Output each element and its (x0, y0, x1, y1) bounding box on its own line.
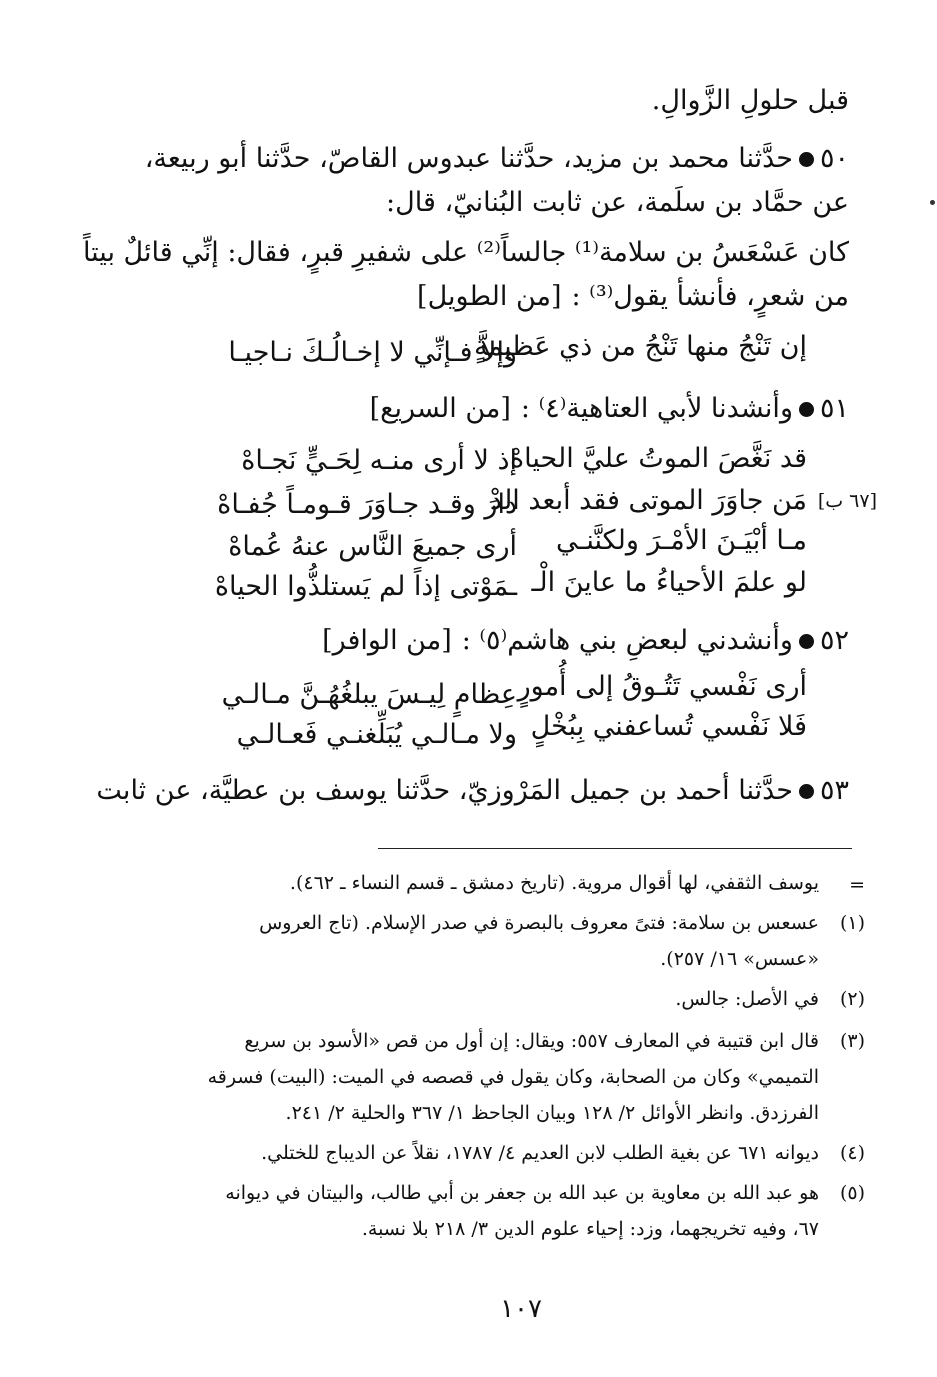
bullet-icon (799, 152, 814, 167)
footnote-number: (٤) (839, 1142, 865, 1164)
verse-hemistich-left: ولا مـالـي يُبَلِّغنـي فَعـالـي (236, 719, 517, 750)
text-line: حدَّثنا محمد بن مزيد، حدَّثنا عبدوس القاصّ، حدَّثنا أبو ربيعة، (144, 143, 793, 174)
footnote-line: يوسف الثقفي، لها أقوال مروية. (تاريخ دمشق ـ قسم النساء ـ ٤٦٢). (289, 872, 819, 894)
text-line: وأنشدني لبعضِ بني هاشم⁽٥⁾ : (461, 625, 793, 656)
footnote-line: ديوانه ٦٧١ عن بغية الطلب لابن العديم ٤/ ١٧٨٧، نقلاً عن الديباج للختلي. (261, 1142, 819, 1164)
footnote-line: في الأصل: جالس. (675, 988, 819, 1010)
text-line: قبل حلولِ الزَّوالِ. (651, 85, 849, 116)
verse-hemistich-left: وإلاَّ فـإنِّي لا إخـالُـكَ نـاجيـا (228, 337, 517, 368)
verse-hemistich-right: لو علمَ الأحياءُ ما عاينَ الْـ (531, 567, 807, 598)
paragraph-50-line-1 (145, 142, 849, 176)
paragraph-number: ٥٠ (819, 143, 849, 174)
verse-hemistich-right: قد نَغَّصَ الموتُ عليَّ الحياهْ (510, 443, 807, 474)
verse-hemistich-left: أرى جميعَ النَّاس عنهُ عُماهْ (228, 531, 517, 562)
footnote-number: (٢) (839, 988, 865, 1010)
text-line: حدَّثنا أحمد بن جميل المَرْوزيّ، حدَّثنا يوسف بن عطيَّة، عن ثابت (96, 775, 793, 806)
footnote-number: (٥) (839, 1182, 865, 1204)
footnote-line: هو عبد الله بن معاوية بن عبد الله بن جعفر بن أبي طالب، والبيتان في ديوانه (225, 1182, 819, 1204)
meter-label: [من الطويل] (417, 281, 562, 312)
meter-label: [من السريع] (369, 393, 511, 424)
footnote-number: (١) (839, 912, 865, 934)
paragraph-number: ٥١ (819, 393, 849, 424)
footnote-number: (٣) (839, 1030, 865, 1052)
footnote-line: «عسس» ١٦/ ٢٥٧). (660, 948, 819, 970)
verse-hemistich-left: إذ لا أرى منـه لِحَـيٍّ نَجـاهْ (241, 445, 517, 476)
footnote-line: قال ابن قتيبة في المعارف ٥٥٧: ويقال: إن أول من قص «الأسود بن سريع (244, 1030, 819, 1052)
meter-label: [من الوافر] (322, 625, 452, 656)
text-line: كان عَسْعَسُ بن سلامة⁽¹⁾ جالساً⁽²⁾ على شفيرِ قبرٍ، فقال: إنِّي قائلٌ بيتاً (82, 237, 849, 268)
verse-hemistich-left: عِظامٍ لِيـسَ يبلغُهُـنَّ مـالـي (221, 679, 517, 710)
verse-hemistich-right: إن تَنْجُ منها تَنْجُ من ذي عَظيمةٍ (474, 331, 807, 362)
verse-hemistich-left: ـمَوْتى إذاً لم يَستلذُّوا الحياهْ (214, 571, 517, 602)
footnote-line: ٦٧، وفيه تخريجهما، وزد: إحياء علوم الدين ٣/ ٢١٨ بلا نسبة. (361, 1218, 819, 1240)
paragraph-number: ٥٣ (819, 775, 849, 806)
paragraph-50-line-4 (417, 280, 849, 314)
footnote-continuation-mark: = (849, 874, 865, 896)
text-line: من شعرٍ، فأنشأ يقول⁽³⁾ : (571, 281, 849, 312)
page-number: ١٠٧ (500, 1294, 542, 1324)
verse-hemistich-right: مـا أبْيَـنَ الأمْـرَ ولكنَّنـي (555, 525, 807, 556)
text-line: وأنشدنا لأبي العتاهية⁽٤⁾ : (520, 393, 793, 424)
footnote-line: التميمي» وكان من الصحابة، وكان يقول في قصصه في الميت: (البيت) فسرقه (207, 1066, 819, 1088)
text-line: عن حمَّاد بن سلَمة، عن ثابت البُنانيّ، قال: (386, 187, 849, 218)
verse-hemistich-right: مَن جاوَرَ الموتى فقد أبعد الدْ (489, 485, 807, 516)
bullet-icon (799, 634, 814, 649)
bullet-icon (799, 402, 814, 417)
margin-dot (930, 200, 935, 205)
footnote-line: الفرزدق. وانظر الأوائل ٢/ ١٢٨ وبيان الجاحظ ١/ ٣٦٧ والحلية ٢/ ٢٤١. (285, 1102, 819, 1124)
paragraph-number: ٥٢ (819, 625, 849, 656)
verse-hemistich-right: أرى نَفْسي تَتُـوقُ إلى أُمورٍ (517, 671, 807, 702)
paragraph-52-line-1 (322, 624, 849, 658)
footnote-line: عسعس بن سلامة: فتىً معروف بالبصرة في صدر الإسلام. (تاج العروس (259, 912, 819, 934)
paragraph-53-line-1 (96, 774, 849, 808)
margin-folio-marker: [٦٧ ب] (817, 490, 877, 512)
verse-hemistich-right: فَلا نَفْسي تُساعفني بِبُخْلٍ (530, 711, 807, 742)
paragraph-51-line-1 (370, 392, 849, 426)
verse-hemistich-left: دارَ وقـد جـاوَرَ قـومـاً جُفـاهْ (217, 489, 517, 520)
footnote-separator (378, 848, 852, 849)
bullet-icon (799, 784, 814, 799)
